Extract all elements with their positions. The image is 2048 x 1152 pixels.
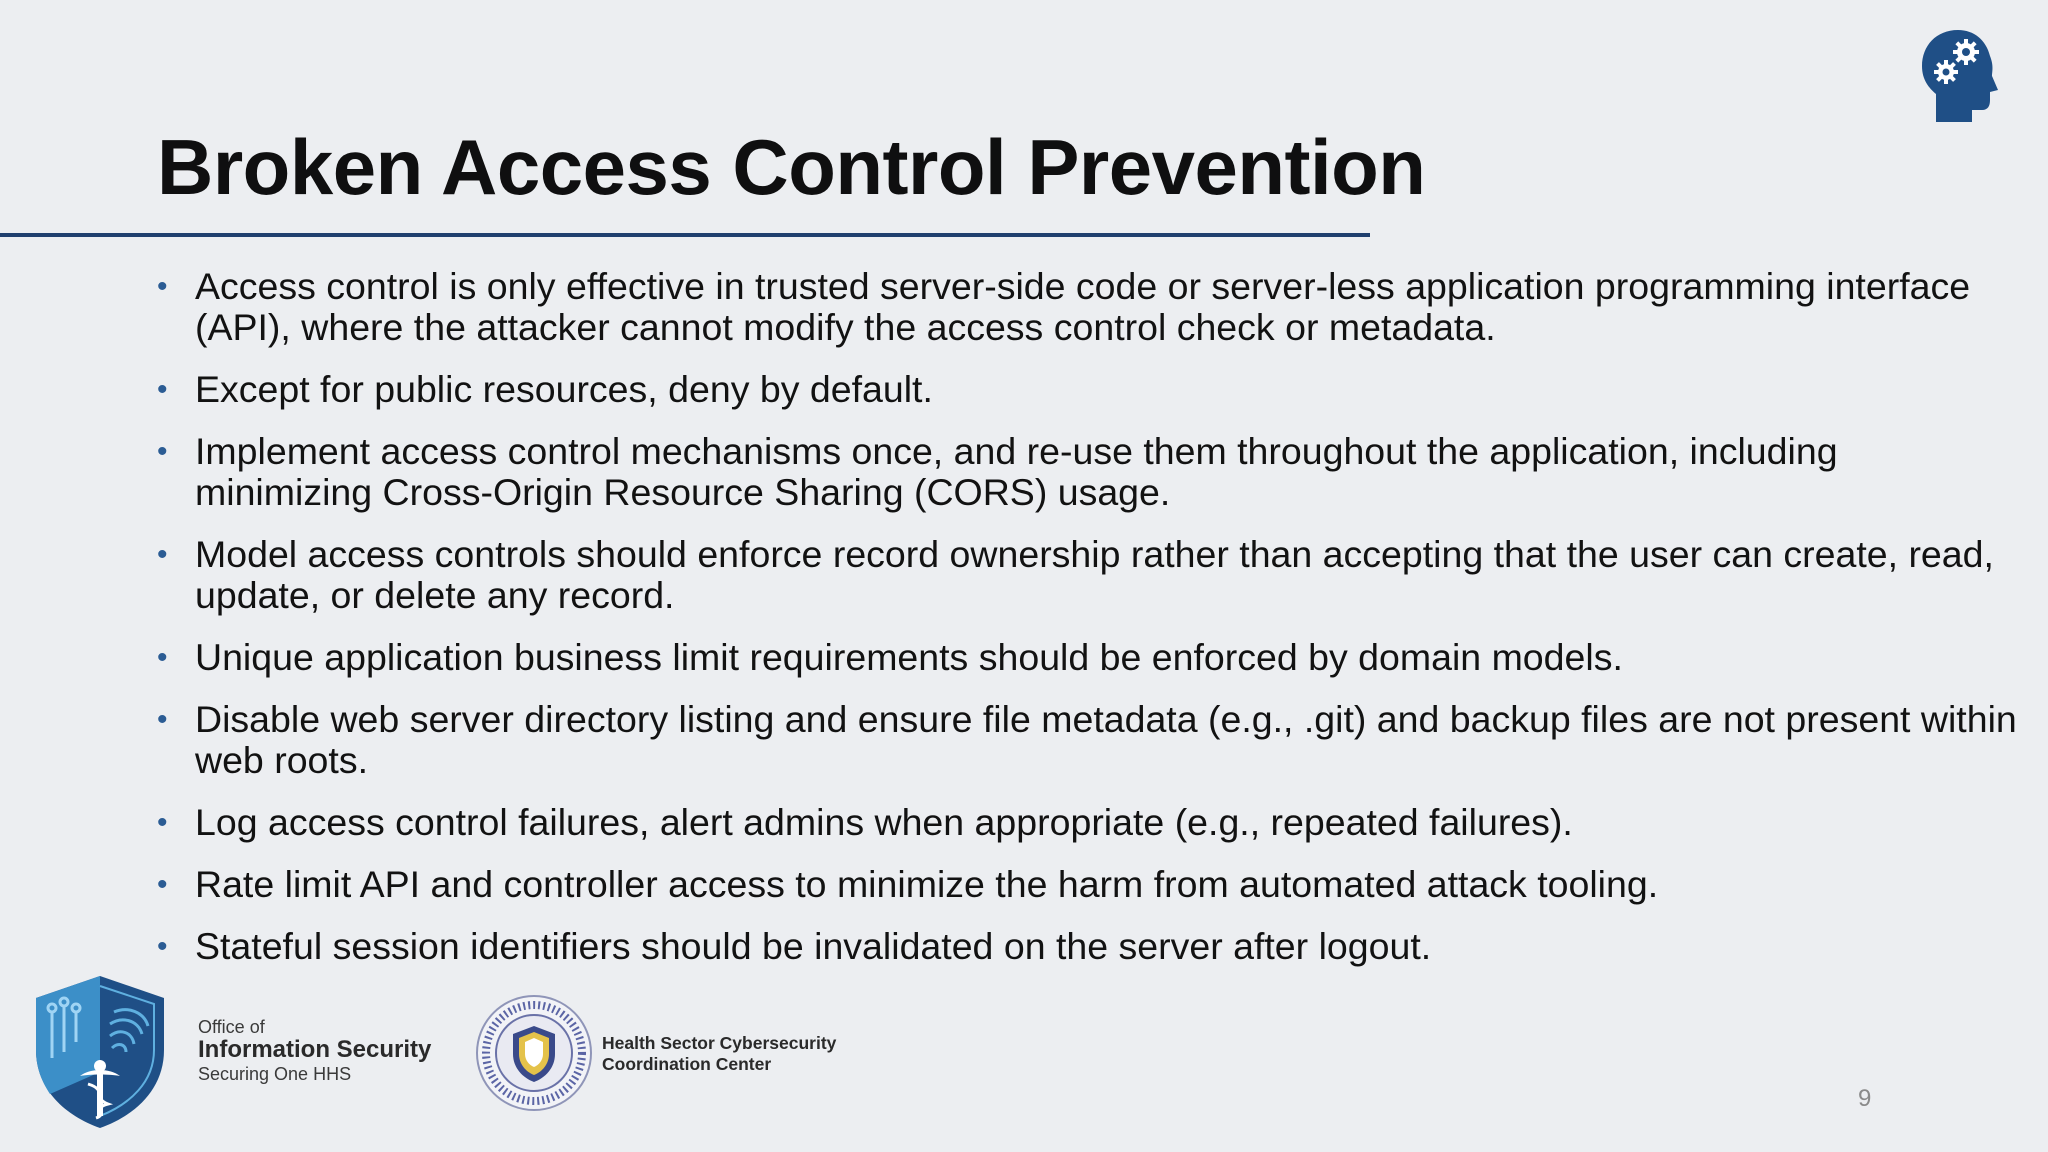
footer-logos	[30, 970, 890, 1140]
bullet-marker: •	[157, 641, 168, 674]
bullet-item	[157, 864, 2017, 905]
bullet-marker: •	[157, 270, 168, 303]
slide-title: Broken Access Control Prevention	[157, 123, 1426, 211]
bullet-marker: •	[157, 435, 168, 468]
bullet-text: Stateful session identifiers should be invalidated on the server after logout.	[195, 925, 1432, 967]
bullet-marker: •	[157, 373, 168, 406]
ois-logo-text	[198, 1017, 431, 1085]
bullet-text: Access control is only effective in trusted server-side code or server-less application programming interface (API), where the attacker cannot modify the access control check or metadata.	[195, 265, 1971, 348]
bullet-item	[157, 534, 2017, 616]
bullet-text: Unique application business limit requirements should be enforced by domain models.	[195, 636, 1623, 678]
ois-line-title: Information Security	[198, 1036, 432, 1063]
ois-line-office: Office of	[198, 1017, 265, 1037]
bullet-text: Implement access control mechanisms once, and re-use them throughout the application, including minimizing Cross-Origin Resource Sharing (CORS) usage.	[195, 430, 1838, 513]
bullet-item	[157, 699, 2017, 781]
bullet-item	[157, 637, 2017, 678]
bullet-marker: •	[157, 538, 168, 571]
bullet-text: Model access controls should enforce record ownership rather than accepting that the user can create, read, update, or delete any record.	[195, 533, 1994, 616]
hc3-seal-icon	[475, 994, 593, 1112]
bullet-item	[157, 926, 2017, 967]
title-divider	[0, 233, 1370, 237]
ois-line-tagline: Securing One HHS	[198, 1064, 352, 1084]
hc3-line-1: Health Sector Cybersecurity	[602, 1033, 837, 1053]
bullet-text: Disable web server directory listing and ensure file metadata (e.g., .git) and backup files are not present within web roots.	[195, 698, 2017, 781]
bullet-text: Log access control failures, alert admins when appropriate (e.g., repeated failures).	[195, 801, 1573, 843]
head-gears-icon	[1920, 28, 2002, 124]
hc3-logo-text	[602, 1033, 836, 1075]
bullet-item	[157, 369, 2017, 410]
bullet-list	[157, 266, 2017, 988]
bullet-text: Except for public resources, deny by default.	[195, 368, 933, 410]
bullet-text: Rate limit API and controller access to minimize the harm from automated attack tooling.	[195, 863, 1659, 905]
page-number: 9	[1858, 1085, 1872, 1112]
bullet-marker: •	[157, 868, 168, 901]
shield-logo-icon	[30, 972, 170, 1132]
bullet-marker: •	[157, 806, 168, 839]
bullet-item	[157, 431, 2017, 513]
hc3-line-2: Coordination Center	[602, 1054, 772, 1074]
bullet-item	[157, 802, 2017, 843]
bullet-marker: •	[157, 703, 168, 736]
bullet-marker: •	[157, 930, 168, 963]
bullet-item	[157, 266, 2017, 348]
